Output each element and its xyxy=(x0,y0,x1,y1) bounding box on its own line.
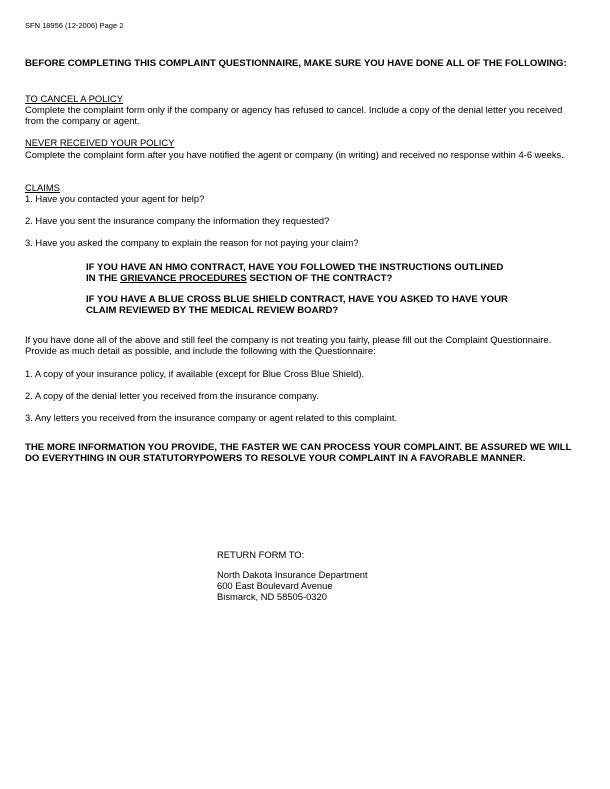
return-label: RETURN FORM TO: xyxy=(217,549,305,560)
still-paragraph: If you have done all of the above and still feel the company is not treating you fairly, please fill out the Complaint Questionnaire. Provide as much detail as possible, and include the following with the Questionnaire: xyxy=(25,334,552,356)
intro-heading: BEFORE COMPLETING THIS COMPLAINT QUESTIONNAIRE, MAKE SURE YOU HAVE DONE ALL OF THE FOLLOWING: xyxy=(25,58,567,69)
hmo-line-2-post: SECTION OF THE CONTRACT? xyxy=(246,273,393,284)
return-address xyxy=(217,569,517,602)
hmo-line-2 xyxy=(86,273,556,284)
claims-item: 2. Have you sent the insurance company the information they requested? xyxy=(25,215,330,226)
hmo-callout xyxy=(86,262,556,284)
claims-item: 1. Have you contacted your agent for help? xyxy=(25,193,205,204)
return-city: Bismarck, ND 58505-0320 xyxy=(217,591,327,602)
never-heading: NEVER RECEIVED YOUR POLICY xyxy=(25,137,175,148)
bcbs-callout: IF YOU HAVE A BLUE CROSS BLUE SHIELD CONTRACT, HAVE YOU ASKED TO HAVE YOUR CLAIM REVIEWED BY THE MEDICAL REVIEW BOARD? xyxy=(86,294,508,316)
cancel-text: Complete the complaint form only if the company or agency has refused to cancel. Include a copy of the denial letter you received from the company or agent. xyxy=(25,104,563,126)
return-street: 600 East Boulevard Avenue xyxy=(217,580,333,591)
closing-statement: THE MORE INFORMATION YOU PROVIDE, THE FASTER WE CAN PROCESS YOUR COMPLAINT. BE ASSURED WE WILL DO EVERYTHING IN OUR STATUTORYPOWERS TO RESOLVE YOUR COMPLAINT IN A FAVORABLE MANNER. xyxy=(25,442,572,464)
claims-item: 3. Have you asked the company to explain the reason for not paying your claim? xyxy=(25,237,359,248)
hmo-line-2-pre: IN THE xyxy=(86,273,121,284)
include-item: 3. Any letters you received from the insurance company or agent related to this complaint. xyxy=(25,412,398,423)
grievance-procedures-text: GRIEVANCE PROCEDURES xyxy=(120,273,247,284)
never-text: Complete the complaint form after you have notified the agent or company (in writing) and received no response within 4-6 weeks. xyxy=(25,149,564,160)
include-item: 1. A copy of your insurance policy, if available (except for Blue Cross Blue Shield). xyxy=(25,368,365,379)
return-org: North Dakota Insurance Department xyxy=(217,569,368,580)
claims-heading: CLAIMS xyxy=(25,182,60,193)
include-item: 2. A copy of the denial letter you received from the insurance company. xyxy=(25,390,319,401)
form-header: SFN 18956 (12-2006) Page 2 xyxy=(25,21,124,30)
hmo-line-1: IF YOU HAVE AN HMO CONTRACT, HAVE YOU FOLLOWED THE INSTRUCTIONS OUTLINED xyxy=(86,262,504,273)
cancel-heading: TO CANCEL A POLICY xyxy=(25,93,123,104)
